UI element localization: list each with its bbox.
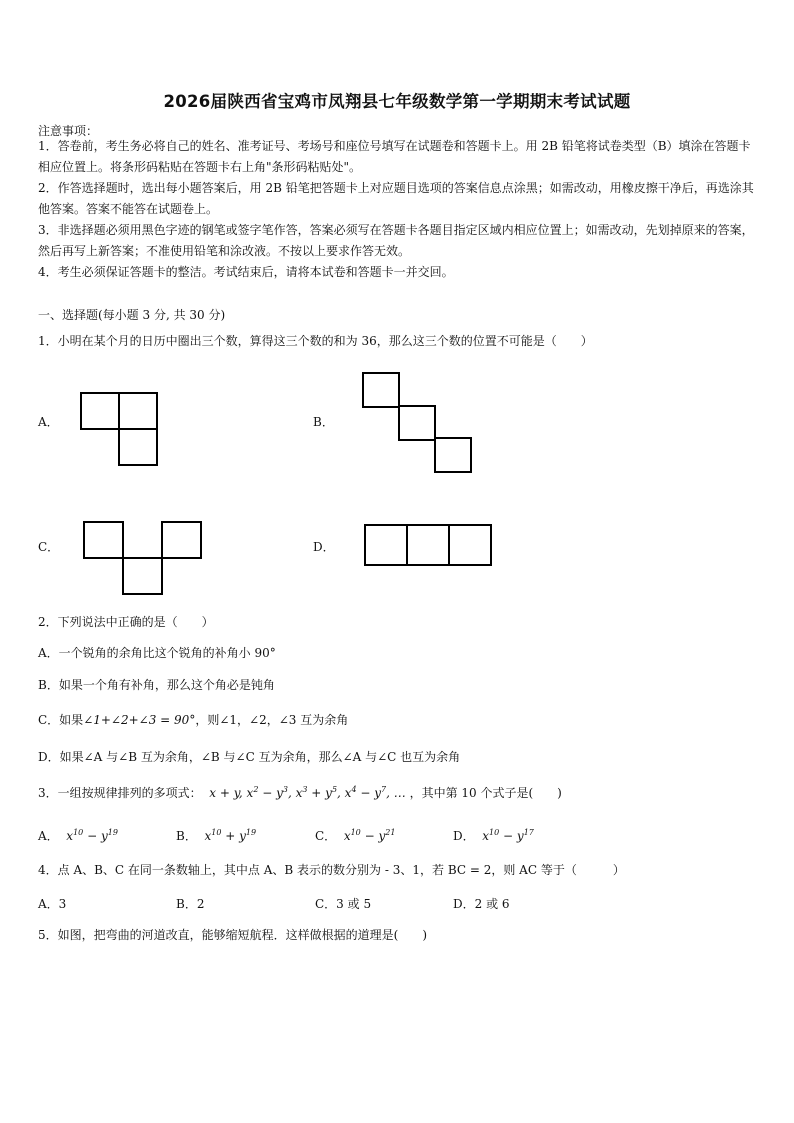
q4-option-a: A．3 bbox=[38, 897, 67, 911]
q1-option-d-figure bbox=[364, 524, 494, 568]
q1-option-c-label: C． bbox=[38, 540, 60, 554]
question-1-stem: 1．小明在某个月的日历中圈出三个数，算得这三个数的和为 36，那么这三个数的位置不可能是（ ） bbox=[38, 334, 593, 348]
notice-item-3: 3．非选择题必须用黑色字迹的钢笔或签字笔作答，答案必须写在答题卡各题目指定区域内相应位置上；如需改动，先划掉原来的答案，然后再写上新答案；不准使用铅笔和涂改液。不按以上要求作答无效。 bbox=[38, 223, 754, 258]
notice-heading: 注意事项： bbox=[38, 124, 99, 138]
q3-polynomial-sequence: x + y, $x^2 - y^3$, $x^3 + y^5$, $x^4 - y^7$, … bbox=[205, 785, 406, 800]
q1-option-b-label: B． bbox=[313, 415, 334, 429]
question-2-stem: 2．下列说法中正确的是（ ） bbox=[38, 615, 214, 629]
q2-option-a: A．一个锐角的余角比这个锐角的补角小 90° bbox=[38, 646, 276, 660]
question-4-stem: 4．点 A、B、C 在同一条数轴上，其中点 A、B 表示的数分别为 - 3、1，若 BC = 2，则 AC 等于（ ） bbox=[38, 863, 625, 877]
q3-stem-suffix: ，其中第 10 个式子是( ) bbox=[409, 786, 562, 800]
page-title: 2026届陕西省宝鸡市凤翔县七年级数学第一学期期末考试试题 bbox=[163, 92, 631, 111]
q2-option-c-math: ∠1+∠2+∠3 = 90° bbox=[83, 713, 196, 727]
q1-option-c-figure bbox=[83, 521, 203, 595]
q2-option-b: B．如果一个角有补角，那么这个角必是钝角 bbox=[38, 678, 275, 692]
q2-option-d: D．如果∠A 与∠B 互为余角，∠B 与∠C 互为余角，那么∠A 与∠C 也互为余角 bbox=[38, 750, 461, 764]
q1-option-a-label: A． bbox=[38, 415, 59, 429]
notice-item-1: 1．答卷前，考生务必将自己的姓名、准考证号、考场号和座位号填写在试题卷和答题卡上。用 2B 铅笔将试卷类型（B）填涂在答题卡相应位置上。将条形码粘贴在答题卡右上角"条形码粘贴处"。 bbox=[38, 139, 751, 174]
q1-option-d-label: D． bbox=[313, 540, 335, 554]
q3-option-a: A． $x^{10} - y^{19}$ bbox=[38, 828, 118, 843]
q1-option-a-figure bbox=[80, 392, 160, 466]
q3-option-c: C． $x^{10} - y^{21}$ bbox=[315, 828, 396, 843]
notice-item-2: 2．作答选择题时，选出每小题答案后，用 2B 铅笔把答题卡上对应题目选项的答案信息点涂黑；如需改动，用橡皮擦干净后，再选涂其他答案。答案不能答在试题卷上。 bbox=[38, 181, 754, 216]
q1-option-b-figure bbox=[362, 372, 474, 474]
q2-option-c-suffix: ，则∠1，∠2，∠3 互为余角 bbox=[195, 713, 349, 727]
q4-option-c: C．3 或 5 bbox=[315, 897, 372, 911]
question-3-stem bbox=[38, 786, 562, 800]
q2-option-c-prefix: C．如果 bbox=[38, 713, 84, 727]
q3-stem-prefix: 3．一组按规律排列的多项式： bbox=[38, 786, 202, 800]
q4-option-b: B．2 bbox=[176, 897, 205, 911]
notice-item-4: 4．考生必须保证答题卡的整洁。考试结束后，请将本试卷和答题卡一并交回。 bbox=[38, 265, 454, 279]
q4-option-d: D．2 或 6 bbox=[453, 897, 510, 911]
section-heading: 一、选择题(每小题 3 分, 共 30 分) bbox=[38, 308, 226, 322]
question-5-stem: 5．如图，把弯曲的河道改直，能够缩短航程．这样做根据的道理是( ) bbox=[38, 928, 428, 942]
q3-option-b: B． $x^{10} + y^{19}$ bbox=[176, 828, 257, 843]
q3-option-d: D． $x^{10} - y^{17}$ bbox=[453, 828, 534, 843]
q2-option-c bbox=[38, 713, 348, 727]
